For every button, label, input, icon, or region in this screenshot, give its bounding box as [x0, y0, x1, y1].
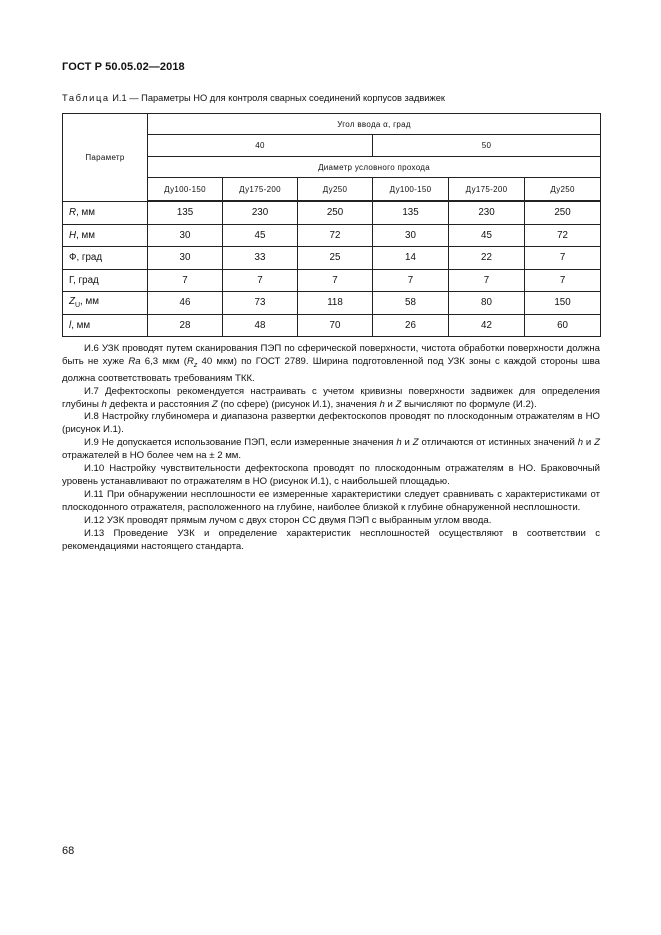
- table-cell: 7: [373, 269, 449, 292]
- paragraph-i11: И.11 При обнаружении несплошности ее измеренные характеристики следует сравнивать с характеристиками от плоскодонного отражателя, расположенного на глубине, наиболее близкой к глубине обнаруженной несплошности.: [62, 488, 600, 513]
- table-cell: 30: [373, 224, 449, 247]
- paragraph-i9: И.9 Не допускается использование ПЭП, если измеренные значения h и Z отличаются от истинных значений h и Z отражателей в НО более чем на ± 2 мм.: [62, 437, 600, 462]
- table-cell: 45: [449, 224, 525, 247]
- table-cell: 230: [223, 201, 298, 224]
- table-cell: 80: [449, 292, 525, 315]
- table-cell: 60: [525, 314, 601, 337]
- table-cell: 7: [525, 247, 601, 270]
- table-row: [63, 269, 601, 292]
- table-cell: 250: [525, 201, 601, 224]
- table-caption: [62, 93, 445, 103]
- table-cell: 46: [148, 292, 223, 315]
- diameter-cell: Ду175-200: [223, 178, 298, 202]
- table-cell: 135: [148, 201, 223, 224]
- table-cell: 45: [223, 224, 298, 247]
- table-cell: 70: [298, 314, 373, 337]
- row-label-r: R, мм: [63, 201, 148, 224]
- table-cell: 230: [449, 201, 525, 224]
- param-column-header: Параметр: [63, 114, 148, 202]
- paragraph-i8: И.8 Настройку глубиномера и диапазона развертки дефектоскопов проводят по плоскодонным отражателям в НО (рисунок И.1).: [62, 411, 600, 436]
- table-cell: 250: [298, 201, 373, 224]
- table-cell: 30: [148, 247, 223, 270]
- row-label-phi: Ф, град: [63, 247, 148, 270]
- row-label-h: H, мм: [63, 224, 148, 247]
- table-cell: 25: [298, 247, 373, 270]
- diameter-cell: Ду250: [525, 178, 601, 202]
- table-cell: 7: [223, 269, 298, 292]
- table-cell: 72: [525, 224, 601, 247]
- body-text: [62, 343, 600, 553]
- table-cell: 42: [449, 314, 525, 337]
- row-label-zu: $Z_U$, мм: [63, 292, 148, 315]
- paragraph-i12: И.12 УЗК проводят прямым лучом с двух сторон СС двумя ПЭП с выбранным углом ввода.: [84, 514, 492, 526]
- paragraph-i10: И.10 Настройку чувствительности дефектоскопа проводят по плоскодонным отражателям в НО. Браковочный уровень устанавливают по отражателям в НО (рисунок И.1), с наибольшей площадью.: [62, 463, 600, 487]
- diameter-header: Диаметр условного прохода: [148, 157, 601, 178]
- table-cell: 48: [223, 314, 298, 337]
- table-row: [63, 247, 601, 270]
- parameters-table: [62, 113, 601, 337]
- angle-value-40: 40: [148, 135, 373, 157]
- paragraph-i6: И.6 УЗК проводят путем сканирования ПЭП по сферической поверхности, чистота обработки поверхности должна быть не хуже Ra 6,3 мкм ($R_z$ 40 мкм) по ГОСТ 2789. Ширина подготовленной под УЗК зоны с каждой стороны шва должна соответствовать требованиям ТКК.: [62, 343, 600, 384]
- table-cell: 7: [298, 269, 373, 292]
- angle-header: Угол ввода α, град: [148, 114, 601, 135]
- row-label-gamma: Г, град: [63, 269, 148, 292]
- table-cell: 30: [148, 224, 223, 247]
- table-cell: 58: [373, 292, 449, 315]
- table-caption-prefix: Таблица: [62, 93, 110, 103]
- table-cell: 118: [298, 292, 373, 315]
- page-number: 68: [62, 845, 75, 857]
- angle-value-50: 50: [373, 135, 601, 157]
- diameter-cell: Ду175-200: [449, 178, 525, 202]
- table-cell: 73: [223, 292, 298, 315]
- table-cell: 7: [148, 269, 223, 292]
- table-row: [63, 292, 601, 315]
- table-cell: 14: [373, 247, 449, 270]
- table-cell: 33: [223, 247, 298, 270]
- table-cell: 22: [449, 247, 525, 270]
- table-cell: 28: [148, 314, 223, 337]
- table-cell: 72: [298, 224, 373, 247]
- diameter-cell: Ду100-150: [373, 178, 449, 202]
- table-cell: 135: [373, 201, 449, 224]
- table-cell: 7: [525, 269, 601, 292]
- document-header: ГОСТ Р 50.05.02—2018: [62, 61, 185, 73]
- paragraph-i7: И.7 Дефектоскопы рекомендуется настраивать с учетом кривизны поверхности задвижек для определения глубины h дефекта и расстояния Z (по сфере) (рисунок И.1), значения h и Z вычисляют по формуле (И.2).: [62, 385, 600, 410]
- table-cell: 150: [525, 292, 601, 315]
- table-caption-text: И.1 — Параметры НО для контроля сварных соединений корпусов задвижек: [109, 93, 445, 103]
- table-row: [63, 224, 601, 247]
- table-cell: 7: [449, 269, 525, 292]
- table-row: [63, 201, 601, 224]
- diameter-cell: Ду100-150: [148, 178, 223, 202]
- row-label-l: l, мм: [63, 314, 148, 337]
- diameter-cell: Ду250: [298, 178, 373, 202]
- table-row: [63, 314, 601, 337]
- paragraph-i13: И.13 Проведение УЗК и определение характеристик несплошностей осуществляют в соответствии с рекомендациями настоящего стандарта.: [62, 527, 600, 552]
- table-cell: 26: [373, 314, 449, 337]
